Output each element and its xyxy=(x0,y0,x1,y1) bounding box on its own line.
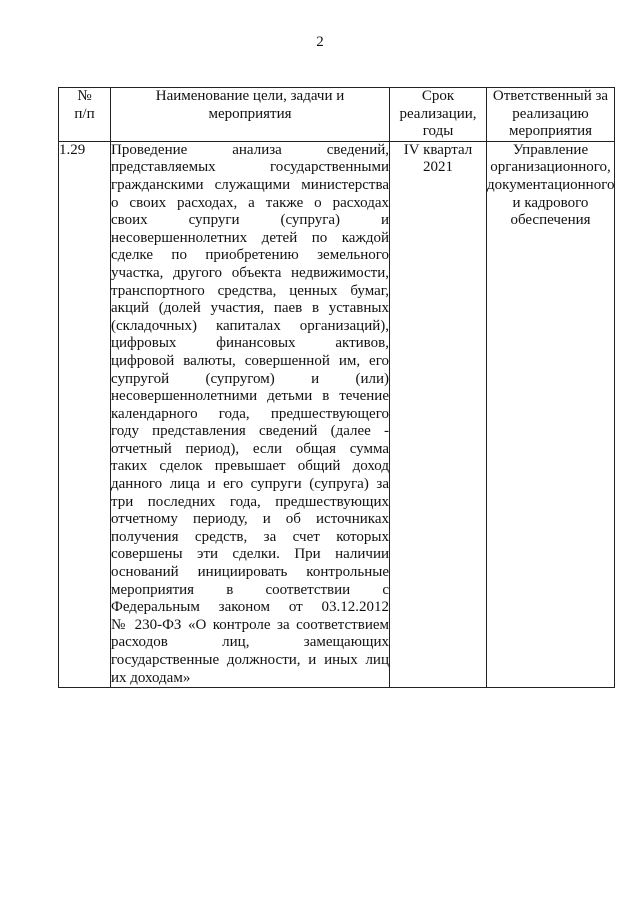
name-line: несовершеннолетними детьми в течение xyxy=(111,388,389,405)
name-line: данного лица и его супруги (супруга) за xyxy=(111,476,389,493)
term-line: IV квартал xyxy=(403,141,473,158)
name-line: календарного года, предшествующего xyxy=(111,405,389,422)
header-line: мероприятия xyxy=(508,123,593,140)
name-line: № 230-ФЗ «О контроле за соответствием xyxy=(111,616,389,633)
name-line: государственные должности, и иных лиц xyxy=(111,652,389,668)
responsible-line: обеспечения xyxy=(510,212,591,229)
name-line: сделке по приобретению земельного xyxy=(111,247,389,264)
name-line: транспортного средства, ценных бумаг, xyxy=(111,282,389,299)
name-line: получения средств, за счет которых xyxy=(111,528,389,545)
header-name xyxy=(111,88,390,142)
name-line: таких сделок превышает общий доход xyxy=(111,458,389,475)
row-name-lines xyxy=(111,142,389,687)
name-line: отчетный период), если общая сумма xyxy=(111,440,389,457)
name-line: представляемых государственными xyxy=(111,159,389,176)
responsible-line: и кадрового xyxy=(512,194,589,211)
name-line: несовершеннолетних детей по каждой xyxy=(111,229,389,246)
name-line: цифровых финансовых активов, xyxy=(111,335,389,352)
header-line: Ответственный за xyxy=(492,88,609,104)
header-line: Наименование цели, задачи и xyxy=(155,88,345,104)
row-responsible xyxy=(487,141,615,687)
header-line: п/п xyxy=(74,105,95,122)
name-line: акций (долей участия, паев в уставных xyxy=(111,300,389,317)
plan-table xyxy=(58,87,615,688)
row-number: 1.29 xyxy=(59,141,111,687)
row-term xyxy=(390,141,487,687)
header-line: Срок xyxy=(421,88,455,104)
name-line: совершены эти сделки. При наличии xyxy=(111,546,389,563)
name-line: супругой (супругом) и (или) xyxy=(111,370,389,387)
name-line: гражданскими служащими министерства xyxy=(111,176,389,193)
header-line: мероприятия xyxy=(208,105,292,122)
responsible-line: организационного, xyxy=(490,159,611,176)
header-responsible xyxy=(487,88,615,142)
page-number: 2 xyxy=(316,34,324,50)
responsible-line: Управление xyxy=(512,141,589,158)
name-line: Федеральным законом от 03.12.2012 xyxy=(111,599,389,616)
name-line: Проведение анализа сведений, xyxy=(111,141,389,158)
header-line: годы xyxy=(422,123,454,140)
name-line: участка, другого объекта недвижимости, xyxy=(111,264,389,281)
name-line: отчетному периоду, и об источниках xyxy=(111,511,389,528)
name-line: году представления сведений (далее - xyxy=(111,423,389,440)
name-line: их доходам» xyxy=(111,669,191,686)
header-line: № xyxy=(77,88,92,104)
header-num xyxy=(59,88,111,142)
name-line: расходов лиц, замещающих xyxy=(111,634,389,651)
responsible-line: документационного xyxy=(487,176,615,193)
name-line: (складочных) капиталах организаций), xyxy=(111,317,389,334)
table-row xyxy=(59,141,615,687)
header-term xyxy=(390,88,487,142)
name-line: три последних года, предшествующих xyxy=(111,493,389,510)
name-line: своих супруги (супруга) и xyxy=(111,212,389,229)
name-line: оснований инициировать контрольные xyxy=(111,564,389,581)
header-line: реализацию xyxy=(512,105,589,122)
name-line: о своих расходах, а также о расходах xyxy=(111,194,389,211)
header-line: реализации, xyxy=(399,105,477,122)
name-line: цифровой валюты, совершенной им, его xyxy=(111,352,389,369)
row-name xyxy=(111,141,390,687)
name-line: мероприятия в соответствии с xyxy=(111,581,389,598)
term-line: 2021 xyxy=(423,159,453,176)
table-header-row xyxy=(59,88,615,142)
